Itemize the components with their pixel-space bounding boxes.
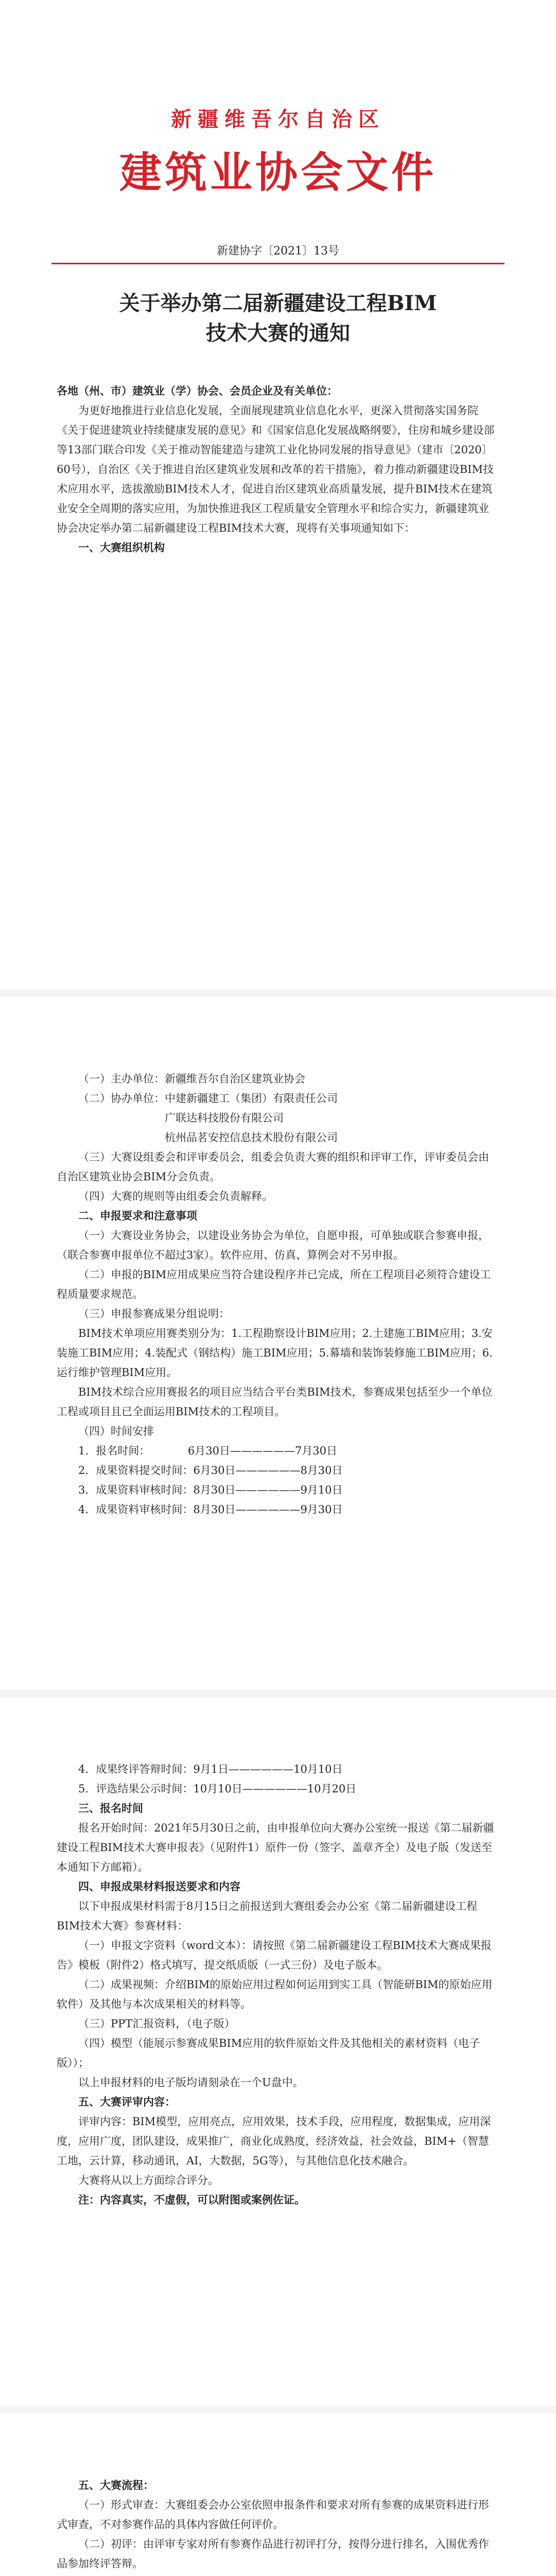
paragraph: （四）时间安排 [78,1425,154,1437]
paragraph: （二）申报的BIM应用成果应当符合建设程序并已完成，所在工程项目必须符合建设工程质量要求规范。 [57,1268,491,1300]
paragraph: 广联达科技股份有限公司 [78,1112,284,1124]
paragraph: （二）协办单位：中建新疆建工（集团）有限责任公司 [78,1092,338,1105]
paragraph: 4．成果资料审核时间：8月30日——————9月30日 [78,1503,343,1516]
paragraph: 评审内容：BIM模型，应用亮点，应用效果，技术手段，应用程度，数据集成，应用深度，应用广度，团队建设，成果推广，商业化成熟度，经济效益，社会效益，BIM+（智慧工地，云计算，移动通讯，AI，大数据，5G等），与其他信息化技术融合。 [57,2115,491,2167]
paragraph: （三）大赛设组委会和评审委员会，组委会负责大赛的组织和评审工作，评审委员会由自治区建筑业协会BIM分会负责。 [57,1151,489,1183]
paragraph: （四）大赛的规则等由组委会负责解释。 [78,1190,273,1202]
paragraph: （三）PPT汇报资料，（电子版） [78,2018,235,2030]
notice-title-line2: 技术大赛的通知 [206,321,350,345]
paragraph: 大赛将从以上方面综合评分。 [78,2174,219,2187]
section-heading: 注：内容真实，不虚假，可以附图或案例佐证。 [78,2193,305,2206]
section-heading: 三、报名时间 [78,1802,143,1815]
paragraph: 以上申报材料的电子版均请刻录在一个U盘中。 [78,2076,304,2089]
paragraph: （四）模型（能展示参赛成果BIM应用的软件原始文件及其他相关的素材资料（电子版））； [57,2037,480,2069]
issuer-org: 新疆维吾尔自治区 [171,107,385,131]
paragraph: （一）主办单位：新疆维吾尔自治区建筑业协会 [78,1073,305,1085]
section-heading: 五、大赛评审内容： [78,2095,176,2108]
paragraph: 报名开始时间：2021年5月30日之前，由申报单位向大赛办公室统一报送《第二届新疆建设工程BIM技术大赛申报表》（见附件1）原件一份（签字、盖章齐全）及电子版（发送至本通知下方邮箱）。 [57,1822,494,1873]
page-1 [0,0,556,989]
paragraph: （三）申报参赛成果分组说明： [78,1308,230,1320]
notice-title-line1: 关于举办第二届新疆建设工程BIM [119,291,437,315]
section-heading: 各地（州、市）建筑业（学）协会、会员企业及有关单位： [57,384,338,397]
body-page-4 [57,2476,499,2576]
paragraph: 3．成果资料审核时间：8月30日——————9月10日 [78,1484,343,1496]
section-heading: 五、大赛流程： [78,2479,154,2492]
paragraph [57,2573,499,2576]
body-page-2 [57,1069,499,1519]
document-number: 新建协字〔2021〕13号 [217,245,339,258]
section-heading: 一、大赛组织机构 [78,541,165,554]
paragraph: （二）初评：由评审专家对所有参赛作品进行初评打分，按得分进行排名，入围优秀作品参加终评答辩。 [57,2538,489,2570]
page-2 [0,997,556,1690]
paragraph: 4．成果终评答辩时间：9月1日——————10月10日 [78,1763,343,1775]
paragraph: （二）成果视频：介绍BIM的原始应用过程如何运用到实工具（智能研BIM的原始应用软件）及其他与本次成果相关的材料等。 [57,1978,493,2010]
paragraph: BIM技术综合应用赛报名的项目应当结合平台类BIM技术，参赛成果包括至少一个单位工程或项目且已全面运用BIM技术的工程项目。 [57,1386,493,1418]
paragraph: 2．成果资料提交时间：6月30日——————8月30日 [78,1464,343,1477]
paragraph: 杭州品茗安控信息技术股份有限公司 [78,1131,338,1144]
body-page-1 [57,381,499,557]
header-divider [51,263,505,264]
paragraph: 1．报名时间： 6月30日——————7月30日 [78,1445,338,1457]
page-4 [0,2414,556,2576]
section-heading: 四、申报成果材料报送要求和内容 [78,1880,240,1893]
paragraph: 以下申报成果材料需于8月15日之前报送到大赛组委会办公室《第二届新疆建设工程BIM技术大赛》参赛材料： [57,1900,478,1932]
section-heading: 二、申报要求和注意事项 [78,1209,197,1222]
paragraph: （一）大赛设业务协会，以建设业务协会为单位，自愿申报，可单独或联合参赛申报，（联合参赛申报单位不超过3家）。软件应用、仿真、算例会对不另申报。 [57,1229,489,1261]
document-title: 建筑业协会文件 [119,148,437,197]
paragraph: （一）形式审查：大赛组委会办公室依照申报条件和要求对所有参赛的成果资料进行形式审查，不对参赛作品的具体内容做任何评价。 [57,2499,489,2531]
paragraph: BIM技术单项应用赛类别分为：1.工程勘察设计BIM应用；2.土建施工BIM应用；3.安装施工BIM应用；4.装配式（钢结构）施工BIM应用；5.幕墙和装饰装修施工BIM应用；6.运行维护管理BIM应用。 [57,1327,493,1379]
page-3 [0,1698,556,2406]
paragraph: （一）申报文字资料（word文本）：请按照《第二届新疆建设工程BIM技术大赛成果报告》模板（附件2）格式填写，提交纸质版（一式三份）及电子版本。 [57,1939,492,1971]
body-page-3 [57,1759,499,2210]
paragraph: 为更好地推进行业信息化发展，全面展现建筑业信息化水平，更深入贯彻落实国务院《关于促进建筑业持续健康发展的意见》和《国家信息化发展战略纲要》，住房和城乡建设部等13部门联合印发《关于推动智能建造与建筑工业化协同发展的指导意见》（建市〔2020〕60号），自治区《关于推进自治区建筑业发展和改革的若干措施》，着力推动新疆建设BIM技术应用水平，选拔激励BIM技术人才，促进自治区建筑业高质量发展，提升BIM技术在建筑业安全全周期的落实应用，为加快推进我区工程质量安全管理水平和综合实力，新疆建筑业协会决定举办第二届新疆建设工程BIM技术大赛，现将有关事项通知如下： [57,404,495,534]
paragraph: 5．评选结果公示时间：10月10日——————10月20日 [78,1783,357,1795]
